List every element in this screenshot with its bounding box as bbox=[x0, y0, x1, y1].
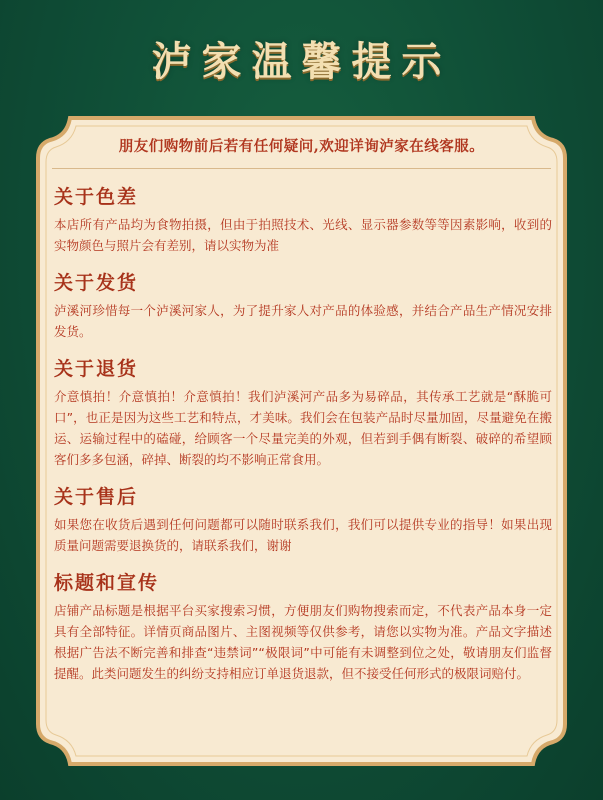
section-title: 标题和宣传 bbox=[54, 572, 160, 594]
section-body: 泸溪河珍惜每一个泸溪河家人，为了提升家人对产品的体验感，并结合产品生产情况安排发货。 bbox=[54, 303, 552, 339]
section-shipping bbox=[54, 268, 552, 342]
section-title: 关于退货 bbox=[54, 358, 139, 380]
section-body: 介意慎拍！介意慎拍！介意慎拍！我们泸溪河产品多为易碎品，其传承工艺就是“酥脆可口”，也正是因为这些工艺和特点，才美味。我们会在包装产品时尽量加固，尽量避免在搬运、运输过程中的磕碰，给顾客一个尽量完美的外观，但若到手偶有断裂、破碎的希望顾客们多多包涵，碎掉、断裂的均不影响正常食用。 bbox=[54, 389, 552, 467]
section-body: 本店所有产品均为食物拍摄，但由于拍照技术、光线、显示器参数等等因素影响，收到的实物颜色与照片会有差别，请以实物为准 bbox=[54, 217, 552, 253]
section-returns bbox=[54, 354, 552, 470]
page-title: 泸家温馨提示 bbox=[151, 38, 452, 85]
divider bbox=[52, 168, 551, 169]
section-title: 关于售后 bbox=[54, 486, 139, 508]
section-title: 关于发货 bbox=[54, 272, 139, 294]
section-body: 店铺产品标题是根据平台买家搜索习惯，方便朋友们购物搜索而定，不代表产品本身一定具有全部特征。详情页商品图片、主图视频等仅供参考，请您以实物为准。产品文字描述根据广告法不断完善和排查“违禁词”“极限词”中可能有未调整到位之处，敬请朋友们监督提醒。此类问题发生的纠纷支持相应订单退货退款，但不接受任何形式的极限词赔付。 bbox=[54, 603, 552, 681]
notice-card bbox=[30, 110, 573, 772]
section-title: 关于色差 bbox=[54, 186, 139, 208]
card-content bbox=[30, 110, 573, 772]
section-body: 如果您在收货后遇到任何问题都可以随时联系我们，我们可以提供专业的指导！如果出现质量问题需要退换货的，请联系我们，谢谢 bbox=[54, 517, 552, 553]
section-after-sales bbox=[54, 482, 552, 556]
section-color-difference bbox=[54, 182, 552, 256]
section-title-and-promotion bbox=[54, 568, 552, 684]
sections-list bbox=[54, 182, 552, 696]
intro-text: 朋友们购物前后若有任何疑问,欢迎详询泸家在线客服。 bbox=[118, 138, 485, 155]
